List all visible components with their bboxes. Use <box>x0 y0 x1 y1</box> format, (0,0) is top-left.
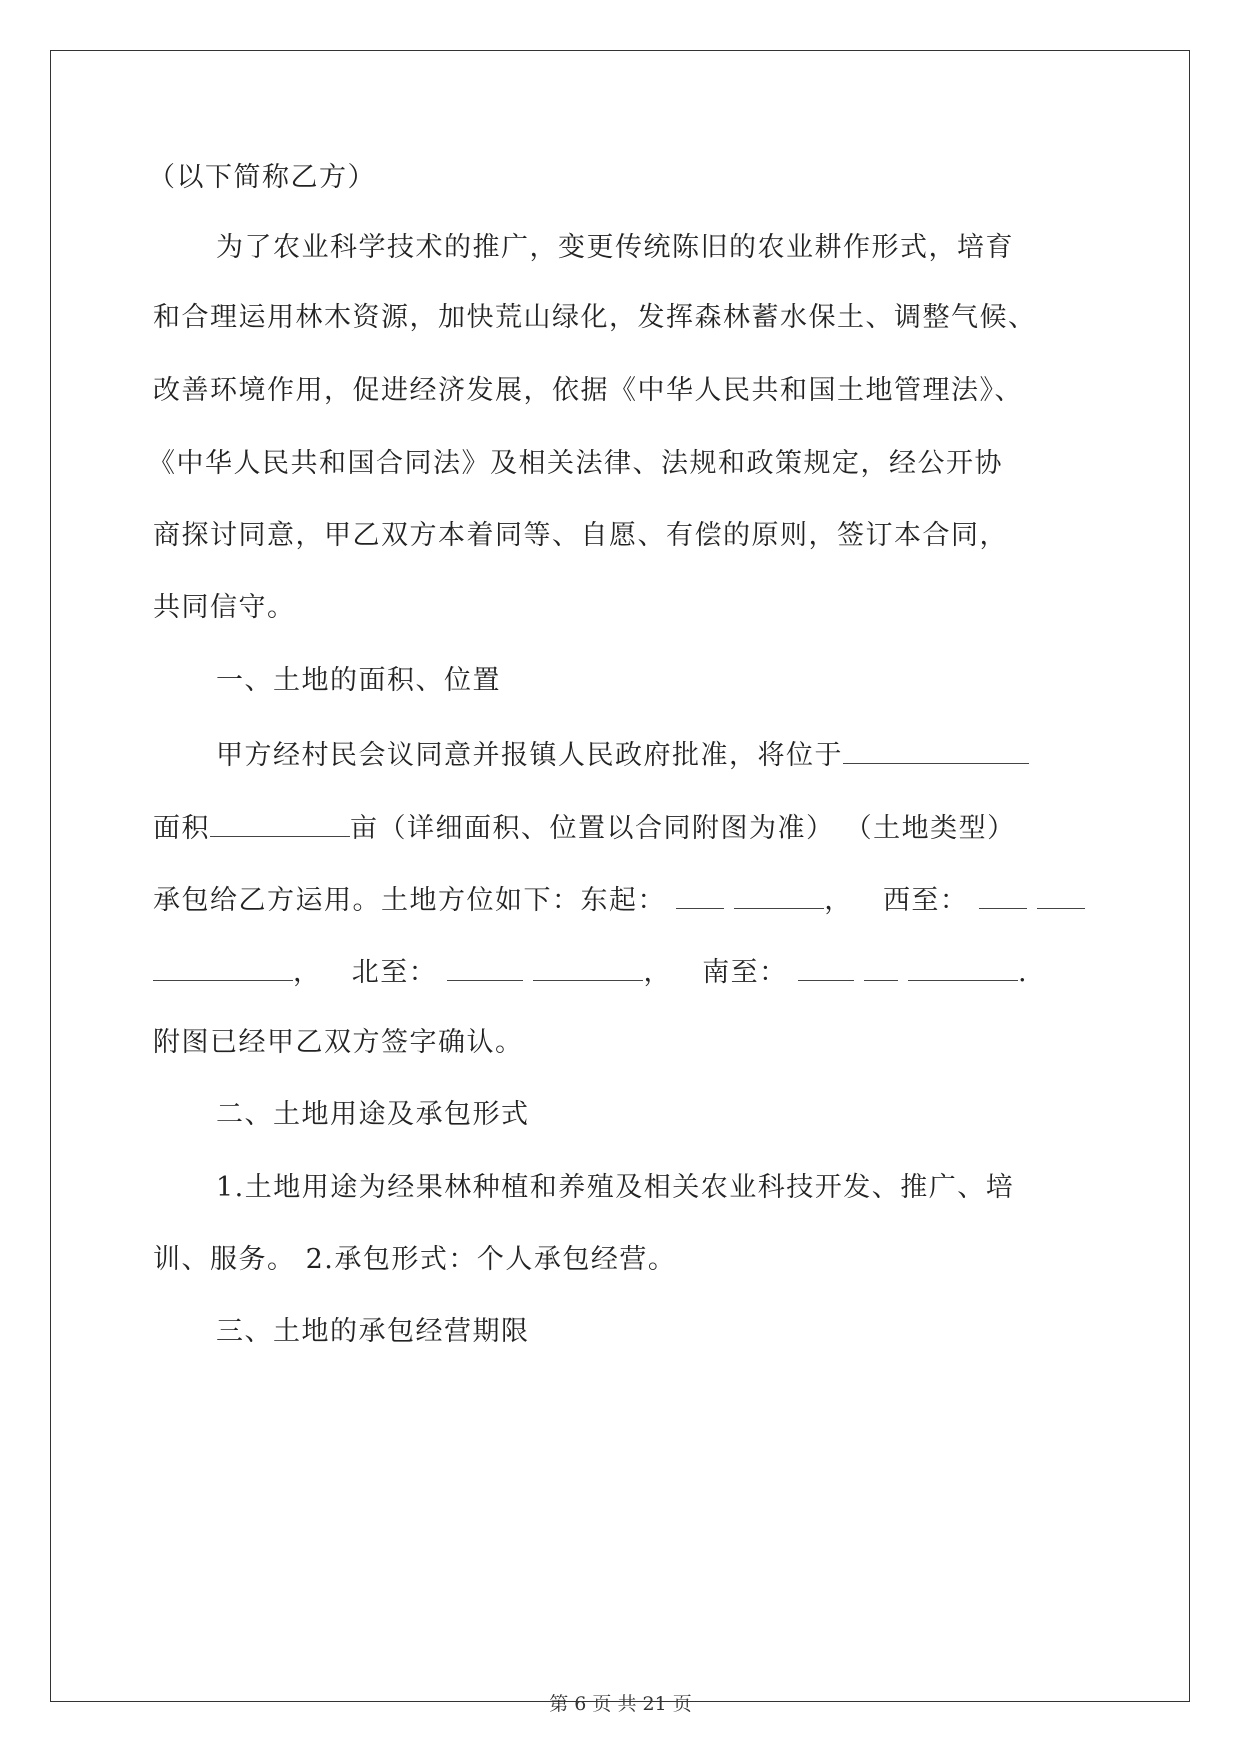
text-segment: 西至： <box>882 885 969 916</box>
text-segment: 北至： <box>351 957 438 988</box>
paragraph-line: 和合理运用林木资源，加快荒山绿化，发挥森林蓄水保土、调整气候、 <box>153 302 1037 333</box>
blank-field <box>734 880 824 909</box>
blank-field <box>864 952 898 981</box>
blank-field <box>533 952 643 981</box>
blank-field <box>798 952 854 981</box>
paragraph-line <box>153 952 1028 991</box>
paragraph-line: 1.土地用途为经果林种植和养殖及相关农业科技开发、推广、培 <box>216 1172 1015 1203</box>
paragraph-line: 共同信守。 <box>153 592 296 623</box>
text-segment: 亩（详细面积、位置以合同附图为准） （土地类型） <box>350 813 1016 844</box>
paragraph-line <box>153 880 1085 919</box>
text-segment: 甲方经村民会议同意并报镇人民政府批准，将位于 <box>216 740 843 771</box>
text-segment: 承包给乙方运用。土地方位如下：东起： <box>153 885 666 916</box>
text-segment: ， <box>824 885 853 916</box>
paragraph-line: 商探讨同意，甲乙双方本着同等、自愿、有偿的原则，签订本合同， <box>153 520 1008 551</box>
paragraph-line: 附图已经甲乙双方签字确认。 <box>153 1027 524 1058</box>
paragraph-line: 改善环境作用，促进经济发展，依据《中华人民共和国土地管理法》、 <box>153 375 1023 406</box>
blank-field <box>676 880 724 909</box>
paragraph-line <box>216 735 1029 774</box>
text-segment: 南至： <box>702 957 788 988</box>
blank-field <box>979 880 1027 909</box>
page-frame <box>50 50 1190 1702</box>
section-heading: 一、土地的面积、位置 <box>216 665 501 696</box>
paragraph-line <box>153 808 1016 847</box>
text-segment: 面积 <box>153 813 210 844</box>
text-segment: . <box>1017 957 1029 988</box>
page-number: 第 6 页 共 21 页 <box>549 1693 692 1715</box>
section-heading: 三、土地的承包经营期限 <box>216 1316 530 1347</box>
section-heading: 二、土地用途及承包形式 <box>216 1099 530 1130</box>
blank-field <box>843 735 1029 764</box>
text-segment: ， <box>293 957 322 988</box>
paragraph-line: （以下简称乙方） <box>148 162 376 193</box>
paragraph-line: 训、服务。 2.承包形式：个人承包经营。 <box>153 1244 677 1275</box>
blank-field <box>210 808 350 837</box>
text-segment: ， <box>643 957 672 988</box>
blank-field <box>153 952 293 981</box>
blank-field <box>447 952 523 981</box>
blank-field <box>908 952 1018 981</box>
blank-field <box>1037 880 1085 909</box>
paragraph-line: 《中华人民共和国合同法》及相关法律、法规和政策规定，经公开协 <box>148 448 1003 479</box>
paragraph-line: 为了农业科学技术的推广，变更传统陈旧的农业耕作形式，培育 <box>216 232 1014 263</box>
